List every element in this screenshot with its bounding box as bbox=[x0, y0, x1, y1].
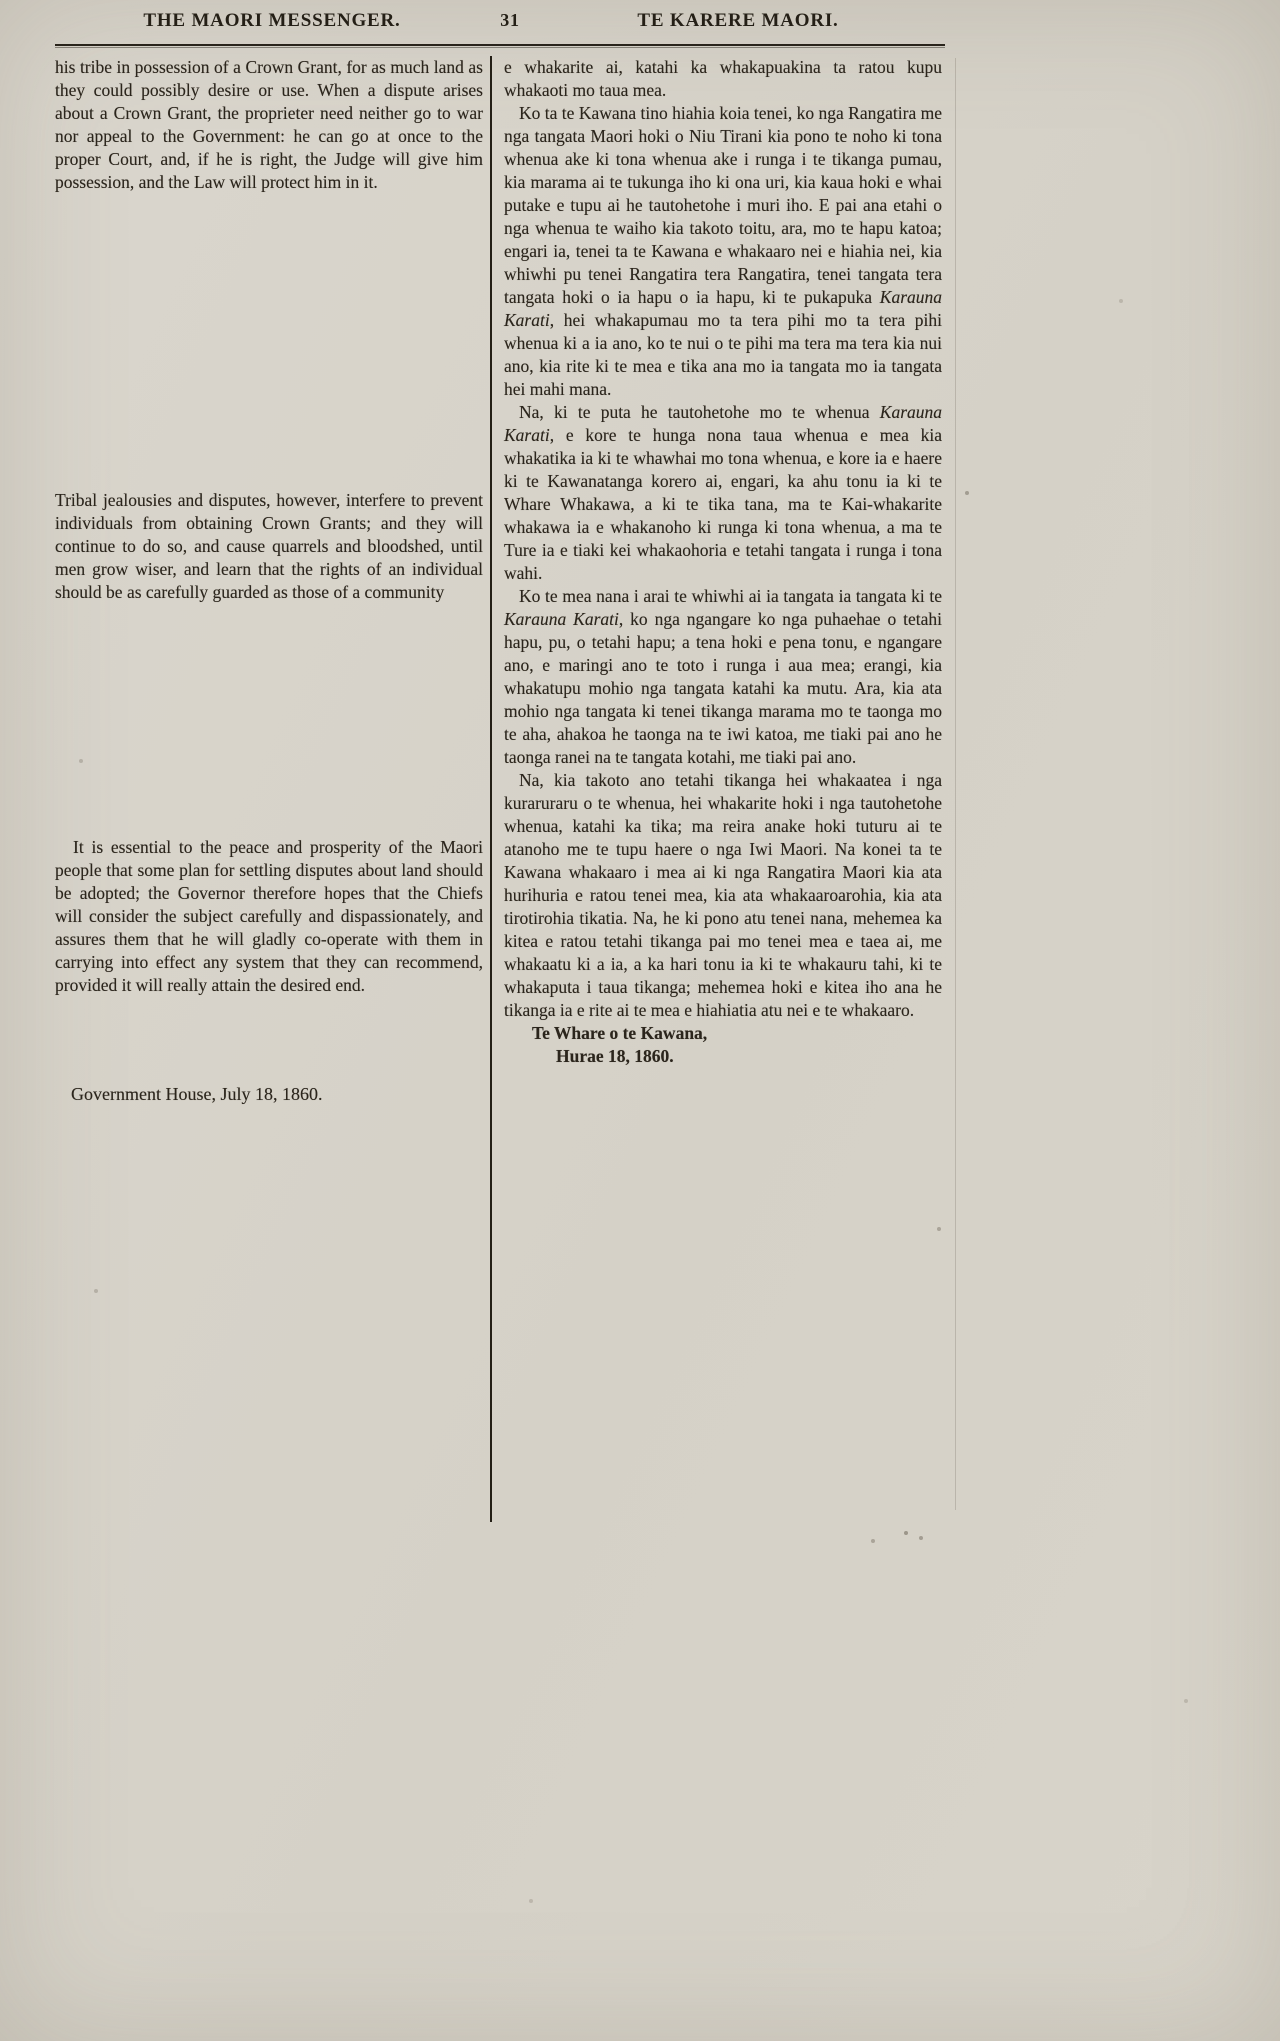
paragraph: Na, kia takoto ano tetahi tikanga hei whakaatea i nga kuraruraru o te whenua, hei whakarite hoki i nga tautohetohe whenua, katahi ka tika; ma reira anake hoki tuturu ai te atanoho me te tupu haere o nga Iwi Maori. Na konei ta te Kawana whakaaro i mea ai ki nga Rangatira Maori kia ata hurihuria e ratou tenei mea, kia ata whakaaroarohia, kia ata tirotirohia tikatia. Na, he ki pono atu tenei nana, mehemea ka kitea e ratou tetahi tikanga pai mo tenei mea e taea ai, me whakaatu ki a ia, a ka hari tonu ia ki te whakauru tahi, ki te whakaputa i taua tikanga; mehemea hoki e kitea iho ana he tikanga ia e rite ai te mea e hiahiatia atu nei e te whakaaro. bbox=[504, 770, 942, 1020]
header-rule bbox=[55, 44, 945, 48]
paragraph: Ko ta te Kawana tino hiahia koia tenei, ko nga Rangatira me nga tangata Maori hoki o Niu Tirani kia pono te noho ki tona whenua ake ki tona whenua ake i runga i te tikanga pumau, kia marama ai te tukunga iho ki ona uri, kia kaua hoki e whai putake e tupu ai he tautohetohe i muri iho. E pai ana etahi o nga whenua te waiho kia takoto toitu, ara, mo te hapu katoa; engari ia, tenei ta te Kawana e whakaaro nei e hiahia nei, kia whiwhi pu tenei Rangatira tera Rangatira, tenei tangata tera tangata hoki o ia hapu o ia hapu, ki te pukapuka Karauna Karati, hei whakapumau mo ta tera pihi mo ta tera pihi whenua ki a ia ano, ko te nui o te pihi ma tera ma tera kia nui ano, kia rite ki te mea e tika ana mo ia tangata mo ia tangata hei mahi mana. bbox=[504, 103, 942, 399]
maori-column bbox=[492, 56, 950, 1068]
paragraph: his tribe in possession of a Crown Grant, for as much land as they could possibly desire or use. When a dispute arises about a Crown Grant, the proprieter need neither go to war nor appeal to the Government: he can go at once to the proper Court, and, if he is right, the Judge will give him possession, and the Law will protect him in it. bbox=[55, 57, 483, 192]
page-edge-line bbox=[955, 58, 956, 1510]
right-masthead-title: TE KARERE MAORI. bbox=[637, 10, 839, 31]
closing-place-line: Te Whare o te Kawana, bbox=[532, 1023, 708, 1043]
paragraph: Tribal jealousies and disputes, however, interfere to prevent individuals from obtaining Crown Grants; and they will continue to do so, and cause quarrels and bloodshed, until men grow wiser, and learn that the rights of an individual should be as carefully guarded as those of a community bbox=[55, 490, 483, 602]
paragraph: Ko te mea nana i arai te whiwhi ai ia tangata ia tangata ki te Karauna Karati, ko nga ngangare ko nga puhaehae o tetahi hapu, pu, o tetahi hapu; a tena hoki e pena tonu, e ngangare ano, e maringi ano te toto i runga i aua mea; erangi, kia whakatupu mohio nga tangata katahi ka mutu. Ara, kia ata mohio nga tangata ki tenei tikanga marama mo te taonga mo te aha, ahakoa he taonga na te iwi katoa, me tiaki pai ano he taonga ranei na te tangata kotahi, me tiaki pai ano. bbox=[504, 586, 942, 767]
paragraph: Na, ki te puta he tautohetohe mo te whenua Karauna Karati, e kore te hunga nona taua whenua e mea kia whakatika ia ki te whawhai mo tona whenua, e kore ia e haere ki te Kawanatanga korero ai, engari, ka ahu tonu ia ki te Whare Whakawa, a ki te tika tana, ma te Kai-whakarite whakawa ia e whakanoho ki runga ki tona whenua, a ma te Ture ia e tiaki kei whakaohoria e tetahi tangata i runga i tona wahi. bbox=[504, 402, 942, 583]
paper-speck bbox=[0, 0, 2, 2]
paragraph: It is essential to the peace and prosperity of the Maori people that some plan for settling disputes about land should be adopted; the Governor therefore hopes that the Chiefs will consider the subject carefully and dispassionately, and assures them that he will gladly co-operate with them in carrying into effect any system that they can recommend, provided it will really attain the desired end. bbox=[55, 837, 483, 995]
page-header bbox=[55, 10, 945, 32]
english-column bbox=[55, 56, 489, 1106]
paragraph: e whakarite ai, katahi ka whakapuakina ta ratou kupu whakaoti mo taua mea. bbox=[504, 57, 942, 100]
page-number: 31 bbox=[500, 10, 520, 30]
left-masthead-title: THE MAORI MESSENGER. bbox=[143, 10, 401, 31]
two-column-body bbox=[55, 56, 952, 1522]
closing-date-line: Hurae 18, 1860. bbox=[556, 1046, 674, 1066]
dateline: Government House, July 18, 1860. bbox=[71, 1084, 323, 1104]
